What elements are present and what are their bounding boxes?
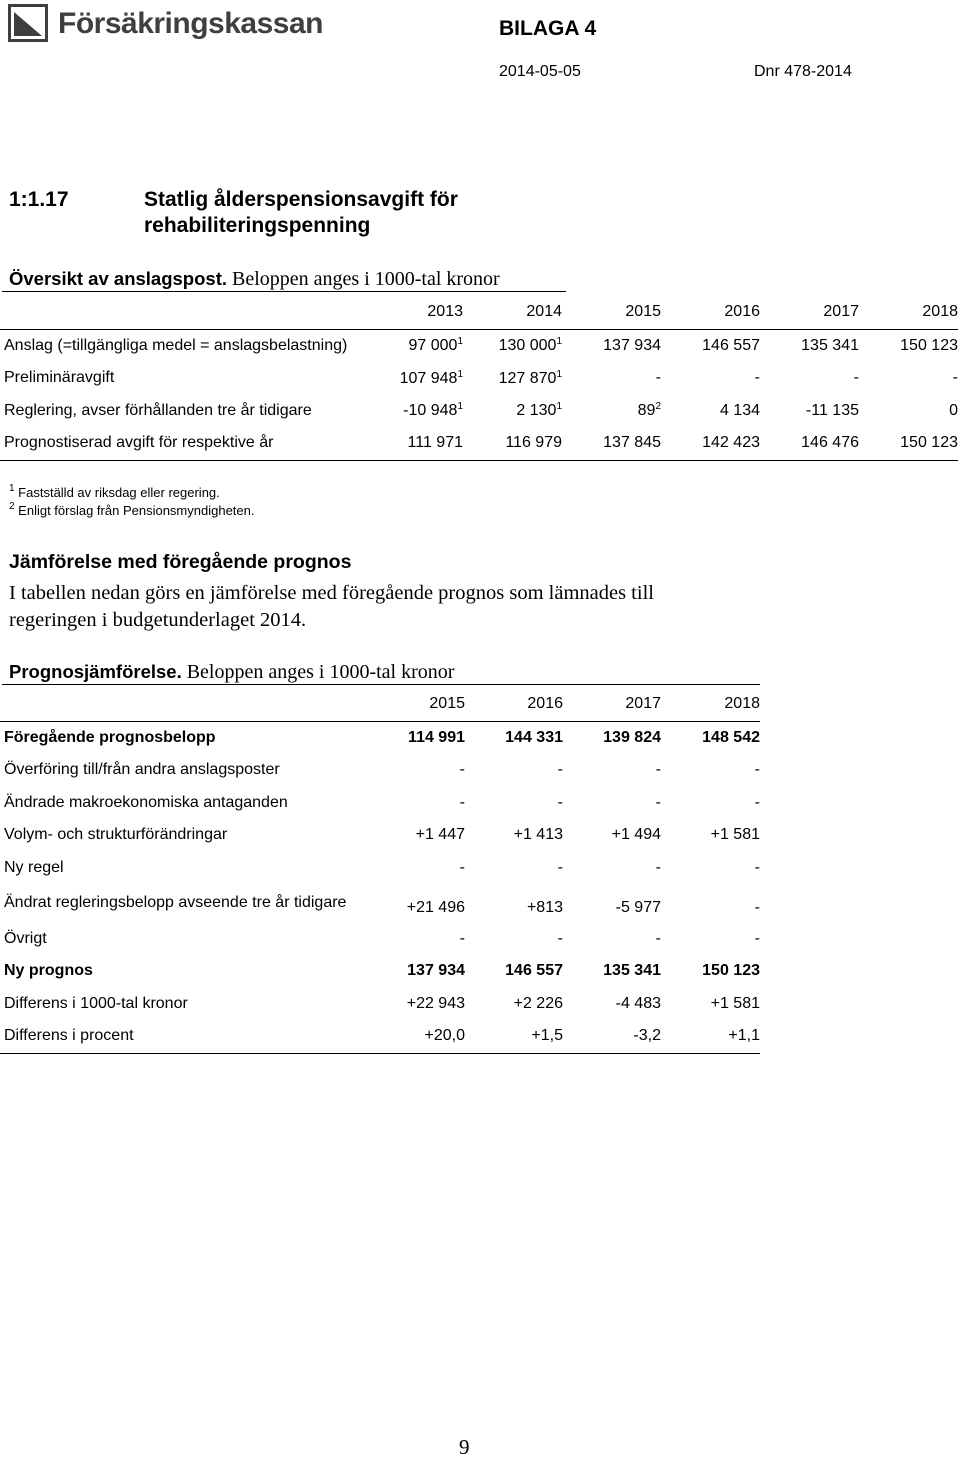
- cell-value: +1,5: [531, 1027, 563, 1045]
- table-row: [0, 362, 958, 395]
- cell-number: -: [952, 369, 958, 387]
- cell-value: -: [459, 929, 465, 947]
- page-number: 9: [459, 1435, 470, 1459]
- footnote-2: [9, 499, 254, 519]
- footnote-marker: 1: [556, 368, 562, 380]
- footnote-1-text: Fastställd av riksdag eller regering.: [14, 485, 220, 500]
- cell-value: 139 824: [603, 728, 661, 746]
- cell-value: 150 123: [702, 962, 760, 980]
- row-label: Ändrat regleringsbelopp avseende tre år tidigare: [4, 894, 347, 912]
- table-row: [0, 329, 958, 362]
- cell-value: [760, 329, 859, 362]
- cell-value: +1 581: [710, 826, 760, 844]
- cell-value: -: [754, 858, 760, 876]
- cell-value: +20,0: [424, 1027, 465, 1045]
- cell-number: 137 934: [603, 336, 661, 354]
- cell-number: 150 123: [900, 434, 958, 452]
- cell-value: [760, 395, 859, 428]
- cell-value: +1 494: [611, 826, 661, 844]
- table-row: [0, 852, 760, 885]
- comparison-year-2017: 2017: [625, 695, 661, 713]
- footnote-marker: 1: [457, 401, 463, 413]
- row-label: Volym- och strukturförändringar: [4, 826, 228, 844]
- cell-value: -: [655, 929, 661, 947]
- overview-year-2016: 2016: [724, 303, 760, 321]
- table-row: [0, 988, 760, 1021]
- row-label: Reglering, avser förhållanden tre år tidigare: [4, 401, 312, 419]
- cell-value: +1 447: [415, 826, 465, 844]
- logo-text: Försäkringskassan: [58, 7, 323, 40]
- overview-table: [0, 296, 958, 461]
- table-row: [0, 427, 958, 460]
- cell-number: -: [853, 369, 859, 387]
- overview-year-2015: 2015: [625, 303, 661, 321]
- cell-value: [562, 427, 661, 460]
- row-label: Överföring till/från andra anslagsposter: [4, 761, 280, 779]
- overview-caption-rule: [2, 291, 566, 292]
- cell-value: [859, 329, 958, 362]
- cell-value: +813: [526, 898, 563, 916]
- cell-value: 135 341: [603, 962, 661, 980]
- table-row: [0, 754, 760, 787]
- row-label: Ändrade makroekonomiska antaganden: [4, 793, 288, 811]
- overview-caption-rest: Beloppen anges i 1000-tal kronor: [227, 268, 500, 290]
- overview-year-2018: 2018: [922, 303, 958, 321]
- cell-value: [661, 329, 760, 362]
- table-row: [0, 721, 760, 754]
- cell-value: [760, 427, 859, 460]
- cell-number: 137 845: [603, 434, 661, 452]
- cell-value: -: [459, 858, 465, 876]
- footnote-marker: 1: [457, 368, 463, 380]
- cell-value: -4 483: [615, 994, 661, 1012]
- overview-caption-bold: Översikt av anslagspost.: [9, 268, 227, 289]
- forsakringskassan-logo: [8, 4, 348, 44]
- footnote-marker: 1: [556, 401, 562, 413]
- cell-value: -3,2: [633, 1027, 661, 1045]
- comparison-table: [0, 688, 760, 1054]
- overview-header-row: [0, 296, 958, 329]
- comparison-year-2015: 2015: [429, 695, 465, 713]
- cell-value: [562, 362, 661, 395]
- cell-number: 2 130: [516, 402, 557, 420]
- document-date: 2014-05-05: [499, 63, 581, 80]
- cell-value: [371, 329, 463, 362]
- cell-value: -: [557, 858, 563, 876]
- cell-number: 146 557: [702, 336, 760, 354]
- cell-number: 107 948: [399, 369, 458, 387]
- cell-number: 4 134: [719, 401, 760, 419]
- cell-number: -10 948: [403, 402, 458, 420]
- cell-value: 114 991: [408, 728, 465, 746]
- row-label: Övrigt: [4, 929, 47, 947]
- overview-year-2013: 2013: [427, 303, 463, 321]
- cell-number: 130 000: [498, 337, 557, 355]
- footnote-1: [9, 481, 220, 501]
- cell-value: 137 934: [407, 962, 465, 980]
- cell-value: -: [459, 761, 465, 779]
- comparison-year-2016: 2016: [527, 695, 563, 713]
- cell-number: 146 476: [801, 434, 859, 452]
- cell-number: 116 979: [505, 434, 562, 452]
- cell-value: [859, 362, 958, 395]
- footnote-marker: 2: [655, 401, 661, 413]
- cell-number: -: [655, 369, 661, 387]
- cell-value: 146 557: [505, 962, 563, 980]
- cell-value: [463, 427, 562, 460]
- cell-number: 111 971: [407, 434, 463, 452]
- cell-value: [859, 395, 958, 428]
- cell-number: -: [754, 369, 760, 387]
- row-label: Preliminäravgift: [4, 369, 115, 387]
- document-dnr: Dnr 478-2014: [754, 63, 852, 80]
- overview-header-label: [0, 296, 371, 329]
- cell-value: [859, 427, 958, 460]
- comparison-header-row: [0, 688, 760, 721]
- cell-value: +22 943: [406, 994, 465, 1012]
- comparison-caption-bold: Prognosjämförelse.: [9, 661, 182, 682]
- section-title: Statlig ålderspensionsavgift för rehabiliteringspenning: [144, 188, 458, 237]
- comparison-header-label: [0, 688, 367, 721]
- row-label: Anslag (=tillgängliga medel = anslagsbelastning): [4, 336, 348, 354]
- comparison-paragraph: I tabellen nedan görs en jämförelse med föregående prognos som lämnades till regeringen i budgetunderlaget 2014.: [9, 582, 654, 631]
- footnote-1-mark: 1: [9, 483, 15, 494]
- cell-value: 144 331: [505, 728, 563, 746]
- cell-number: 142 423: [702, 434, 760, 452]
- cell-number: 0: [949, 401, 958, 419]
- comparison-year-2018: 2018: [724, 695, 760, 713]
- cell-number: -11 135: [805, 401, 859, 419]
- section-number: 1:1.17: [9, 188, 69, 211]
- cell-value: [661, 362, 760, 395]
- cell-value: -: [754, 793, 760, 811]
- cell-number: 97 000: [408, 337, 458, 355]
- cell-number: 150 123: [900, 336, 958, 354]
- cell-value: -: [655, 761, 661, 779]
- comparison-caption: [9, 659, 454, 686]
- cell-number: 127 870: [498, 369, 557, 387]
- table-row: [0, 395, 958, 428]
- cell-value: -: [655, 858, 661, 876]
- cell-value: [760, 362, 859, 395]
- cell-value: [661, 395, 760, 428]
- cell-value: [463, 329, 562, 362]
- comparison-caption-rule: [2, 684, 760, 685]
- cell-value: -: [557, 761, 563, 779]
- cell-value: -: [459, 793, 465, 811]
- comparison-caption-rest: Beloppen anges i 1000-tal kronor: [181, 661, 455, 683]
- cell-value: +1 581: [710, 994, 760, 1012]
- cell-value: -: [754, 929, 760, 947]
- cell-value: [562, 329, 661, 362]
- logo-mark-icon: [8, 4, 48, 42]
- table-row: [0, 787, 760, 820]
- cell-value: -: [655, 793, 661, 811]
- table-row: [0, 819, 760, 852]
- cell-value: -5 977: [615, 898, 661, 916]
- row-label: Föregående prognosbelopp: [4, 728, 216, 746]
- bilaga-label: BILAGA 4: [499, 17, 597, 40]
- overview-year-2014: 2014: [526, 303, 562, 321]
- cell-number: 135 341: [801, 336, 859, 354]
- overview-year-2017: 2017: [823, 303, 859, 321]
- cell-value: +21 496: [406, 898, 465, 916]
- row-label: Prognostiserad avgift för respektive år: [4, 434, 274, 452]
- cell-number: 89: [637, 402, 656, 420]
- footnote-2-mark: 2: [9, 501, 15, 512]
- cell-value: [562, 395, 661, 428]
- cell-value: -: [754, 761, 760, 779]
- cell-value: [463, 362, 562, 395]
- footnote-2-text: Enligt förslag från Pensionsmyndigheten.: [14, 503, 255, 518]
- row-label: Ny regel: [4, 858, 64, 876]
- comparison-heading: Jämförelse med föregående prognos: [9, 551, 352, 573]
- table-row: [0, 955, 760, 988]
- table-row: [0, 923, 760, 956]
- table-row: [0, 1020, 760, 1053]
- row-label: Ny prognos: [4, 962, 93, 980]
- cell-value: -: [557, 793, 563, 811]
- cell-value: [371, 427, 463, 460]
- footnote-marker: 1: [556, 336, 562, 348]
- cell-value: [463, 395, 562, 428]
- row-label: Differens i procent: [4, 1027, 134, 1045]
- cell-value: -: [557, 929, 563, 947]
- overview-caption: [9, 266, 500, 293]
- cell-value: +2 226: [513, 994, 563, 1012]
- row-label: Differens i 1000-tal kronor: [4, 994, 188, 1012]
- cell-value: -: [754, 898, 760, 916]
- footnote-marker: 1: [457, 336, 463, 348]
- cell-value: [661, 427, 760, 460]
- cell-value: [371, 395, 463, 428]
- table-row: [0, 884, 760, 923]
- cell-value: +1,1: [728, 1027, 760, 1045]
- cell-value: 148 542: [702, 728, 760, 746]
- cell-value: +1 413: [513, 826, 563, 844]
- cell-value: [371, 362, 463, 395]
